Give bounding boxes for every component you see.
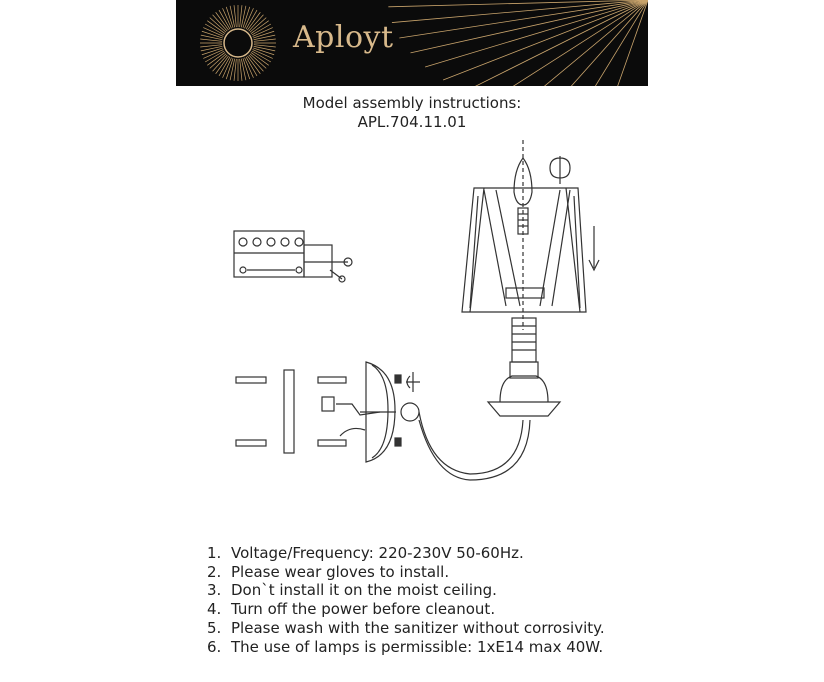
mounting-hardware bbox=[236, 362, 420, 462]
instruction-text: Don`t install it on the moist ceiling. bbox=[231, 581, 497, 600]
instruction-number: 5. bbox=[207, 618, 222, 637]
lamp-shade bbox=[462, 140, 599, 330]
instruction-text: Please wear gloves to install. bbox=[231, 562, 450, 581]
instruction-text: Turn off the power before cleanout. bbox=[231, 600, 496, 619]
instruction-number: 6. bbox=[207, 637, 222, 656]
instruction-item bbox=[207, 638, 605, 657]
instruction-list bbox=[207, 544, 605, 656]
instruction-item bbox=[207, 581, 605, 600]
page-title: Model assembly instructions: bbox=[302, 94, 522, 112]
wiring-diagram bbox=[234, 231, 352, 282]
instruction-text: The use of lamps is permissible: 1xE14 max 40W. bbox=[231, 637, 604, 656]
instruction-item bbox=[207, 563, 605, 582]
lamp-arm bbox=[419, 318, 560, 480]
instruction-item bbox=[207, 600, 605, 619]
instruction-number: 1. bbox=[207, 544, 222, 562]
model-number: APL.704.11.01 bbox=[357, 113, 467, 131]
instruction-text: Voltage/Frequency: 220-230V 50-60Hz. bbox=[231, 544, 524, 562]
instruction-item bbox=[207, 544, 605, 563]
instruction-number: 2. bbox=[207, 562, 222, 581]
instruction-item bbox=[207, 619, 605, 638]
brand-name: Aployt bbox=[293, 20, 394, 55]
instruction-number: 4. bbox=[207, 600, 222, 619]
instruction-number: 3. bbox=[207, 581, 222, 600]
instruction-text: Please wash with the sanitizer without corrosivity. bbox=[231, 618, 605, 637]
